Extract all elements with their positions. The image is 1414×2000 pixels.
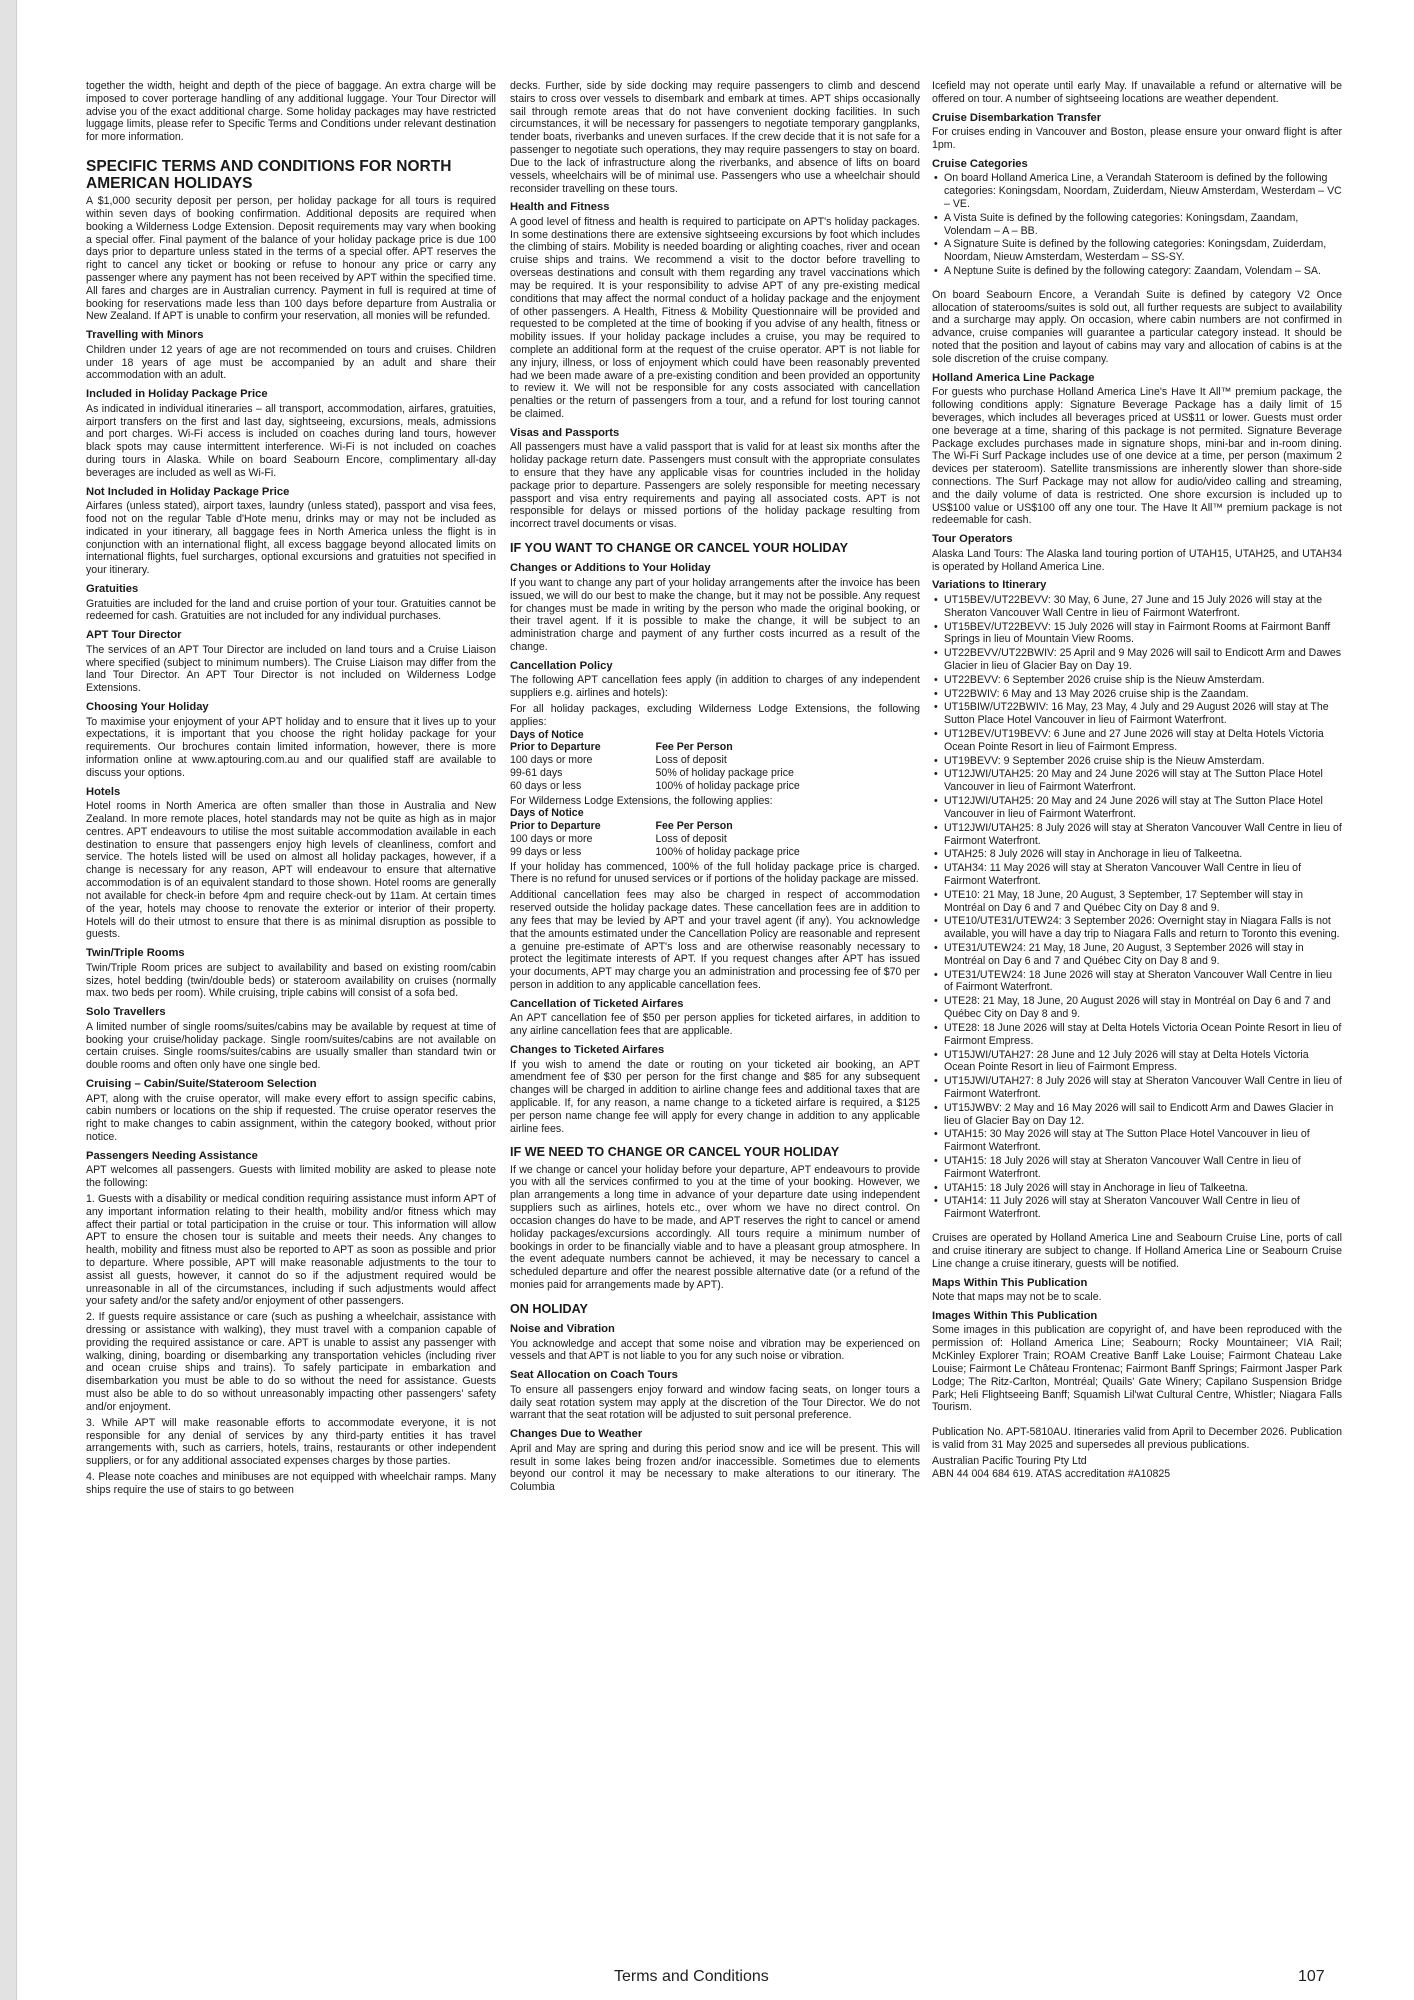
hotels-heading: Hotels [86, 785, 121, 798]
page-binding-edge [0, 0, 17, 2000]
fee-days: 100 days or more [510, 754, 593, 767]
ticketed-change-paragraph: If you wish to amend the date or routing on your ticketed air booking, an APT amendment fee of $30 per person for the first change and $85 for any subsequent changes will be charged in addition to airline change fees and additional taxes that are applicable. If, for any reason, a name change to a ticketed airfare is required, a $125 per person name change fee will apply for every change in addition to any applicable airline fees. [510, 1058, 920, 1135]
abn-line: ABN 44 004 684 619. ATAS accreditation #A10825 [932, 1467, 1171, 1480]
hal-package-paragraph: For guests who purchase Holland America Line's Have It All™ premium package, the following conditions apply: Signature Beverage Package has a daily limit of 15 beverages, which includes all beverages priced at US$11 or lower. Guests must order one beverage at a time, sharing of this package is not permited. Signature Beverage Package excludes purchases made in signature shops, mini-bar and in-room dining. The Wi-Fi Surf Package includes use of one device at a time, per person (maximum 2 devices per stateroom). Satellite transmissions are inherently slower than shore-side connections. The Surf Package may not allow for audio/video calling and streaming, and the daily volume of data is restricted. One shore excursion is included up to US$100 value or US$100 off any one tour. The Have It All™ premium package is not redeemable for cash. [932, 386, 1342, 527]
not-included-heading: Not Included in Holiday Package Price [86, 485, 290, 498]
col-fee-header: Fee Per Person [655, 820, 733, 833]
col-prior-header: Prior to Departure [510, 741, 601, 754]
fee-days: 60 days or less [510, 779, 582, 792]
table-row [510, 767, 887, 780]
list-item: • UTE31/UTEW24: 21 May, 18 June, 20 August, 3 September 2026 will stay in Montréal on Day 6 and 7 and Québec City on Day 8 and 9. [944, 942, 1342, 968]
twin-triple-heading: Twin/Triple Rooms [86, 947, 185, 960]
list-item: • A Vista Suite is defined by the following categories: Koningsdam, Zaandam, Volendam – A – BB. [944, 212, 1342, 238]
column-1 [86, 80, 496, 1950]
health-paragraph: A good level of fitness and health is required to participate on APT's holiday packages. In some destinations there are extensive sightseeing excursions by foot which includes the climbing of stairs. Mobility is needed boarding or alighting coaches, river and ocean cruise ships and trains. We recommend a visit to the doctor before travelling to overseas destinations and consult with them regarding any travel vaccinations which may be required. It is your responsibility to advise APT of any pre-existing medical conditions that may affect the normal conduct of a holiday package and the enjoyment of other passengers. A Health, Fitness & Mobility Questionnaire will be provided and requested to be completed at the time of booking if you advise of any health, fitness or mobility issues. If your holiday package includes a cruise, you may be required to complete an additional form at the request of the cruise operator. APT is not liable for any injury, illness, or loss of enjoyment which could have been reasonably prevented had we been made aware of a pre-existing condition and been provided an opportunity to review it. We will not be responsible for any costs associated with cancellation penalties or the return of passengers from a tour, and a refund for lost touring cannot be claimed. [510, 215, 920, 421]
specific-terms-paragraph: A $1,000 security deposit per person, per holiday package for all tours is required within seven days of booking confirmation. Additional deposits are required when booking a Wilderness Lodge Extension. Deposit requirements may vary when booking a special offer. Final payment of the balance of your holiday package price is due 100 days prior to departure unless stated in the terms of a special offer. APT reserves the right to cancel any ticket or booking or refuse to honour any price or carry any passenger where any payment has not been received by APT within the specified time. All fares and charges are in Australian currency. Payment in full is required at time of booking for reservations made less than 100 days before departure from Australia or New Zealand. If APT is unable to confirm your reservation, all monies will be refunded. [86, 195, 496, 323]
solo-travellers-heading: Solo Travellers [86, 1006, 166, 1019]
tour-director-paragraph: The services of an APT Tour Director are included on land tours and a Cruise Liaison where specified (subject to minimum numbers). The Cruise Liaison may differ from the land Tour Director. An APT Tour Director is not included on Wilderness Lodge Extensions. [86, 643, 496, 695]
cancellation-policy-paragraph: The following APT cancellation fees apply (in addition to charges of any independent suppliers e.g. airlines and hotels): [510, 674, 920, 700]
assistance-intro: APT welcomes all passengers. Guests with limited mobility are asked to please note the following: [86, 1164, 496, 1190]
fee-days: 100 days or more [510, 833, 593, 846]
days-notice-label: Days of Notice [510, 807, 584, 820]
included-heading: Included in Holiday Package Price [86, 388, 268, 401]
fee-days: 99-61 days [510, 766, 563, 779]
ticketed-change-heading: Changes to Ticketed Airfares [510, 1043, 665, 1056]
list-item: • A Neptune Suite is defined by the following category: Zaandam, Volendam – SA. [944, 265, 1342, 278]
col-fee-header: Fee Per Person [655, 741, 733, 754]
on-holiday-heading: ON HOLIDAY [510, 1301, 588, 1316]
fee-amount: Loss of deposit [655, 754, 727, 767]
fees-table-wilderness [510, 807, 887, 858]
variations-heading: Variations to Itinerary [932, 579, 1047, 592]
list-item: • UT15BIW/UT22BWIV: 16 May, 23 May, 4 July and 29 August 2026 will stay at The Sutton Place Hotel Vancouver in lieu of Fairmont Waterfront. [944, 701, 1342, 727]
additional-fees-paragraph: Additional cancellation fees may also be charged in respect of accommodation reserved outside the holiday package dates. These cancellation fees are in addition to any fees that may be levied by APT and your travel agent (if any). You acknowledge that the amounts estimated under the Cancellation Policy are reasonable and represent a genuine pre-estimate of APT's loss and are otherwise reasonably necessary to protect the legitimate interests of APT. If you request changes after APT has issued your documents, APT may charge you an administration and processing fee of $70 per person in addition to any applicable cancellation fees. [510, 889, 920, 991]
weather-paragraph: April and May are spring and during this period snow and ice will be present. This will result in some lakes being frozen and/or inaccessible. Sometimes due to elements beyond our control it may be necessary to make alterations to our itinerary. The Columbia [510, 1442, 920, 1494]
specific-terms-heading: SPECIFIC TERMS AND CONDITIONS FOR NORTH AMERICAN HOLIDAYS [86, 158, 452, 193]
publication-paragraph: Publication No. APT-5810AU. Itineraries valid from April to December 2026. Publication is valid from 31 May 2025 and supersedes all previous publications. [932, 1426, 1342, 1451]
list-item: • UT12JWI/UTAH25: 8 July 2026 will stay at Sheraton Vancouver Wall Centre in lieu of Fairmont Waterfront. [944, 822, 1342, 848]
list-item: • UTE10: 21 May, 18 June, 20 August, 3 September, 17 September will stay in Montréal on Day 6 and 7 and Québec City on Day 8 and 9. [944, 889, 1342, 915]
changes-additions-paragraph: If you want to change any part of your holiday arrangements after the invoice has been issued, we will do our best to make the change, but it may not be possible. Any request for changes must be made in writing by the person who made the original booking, or their travel agent. If it is possible to make the change, it will be subject to an administration charge and payment of any further costs incurred as a result of the change. [510, 576, 920, 653]
list-item: • UT12JWI/UTAH25: 20 May and 24 June 2026 will stay at The Sutton Place Hotel Vancouver in lieu of Fairmont Waterfront. [944, 795, 1342, 821]
list-item: • On board Holland America Line, a Verandah Stateroom is defined by the following categories: Koningsdam, Noordam, Zuiderdam, Nieuw Amsterdam, Westerdam – VC – VE. [944, 172, 1342, 210]
list-item: • UT15JWBV: 2 May and 16 May 2026 will sail to Endicott Arm and Dawes Glacier in lieu of Glacier Bay on Day 12. [944, 1102, 1342, 1128]
all-packages-note: For all holiday packages, excluding Wilderness Lodge Extensions, the following applies: [510, 702, 920, 728]
minors-heading: Travelling with Minors [86, 329, 204, 342]
variations-list [932, 594, 1342, 1221]
list-item: • UTAH14: 11 July 2026 will stay at Sheraton Vancouver Wall Centre in lieu of Fairmont Waterfront. [944, 1195, 1342, 1221]
list-item: • UTAH25: 8 July 2026 will stay in Anchorage in lieu of Talkeetna. [944, 848, 1342, 861]
images-heading: Images Within This Publication [932, 1309, 1098, 1322]
operated-paragraph: Cruises are operated by Holland America Line and Seabourn Cruise Line, ports of call and cruise itinerary are subject to change. If Holland America Line or Seabourn Cruise Line change a cruise itinerary, guests will be notified. [932, 1232, 1342, 1270]
we-change-heading: IF WE NEED TO CHANGE OR CANCEL YOUR HOLIDAY [510, 1145, 840, 1160]
minors-paragraph: Children under 12 years of age are not recommended on tours and cruises. Children under 18 years of age must be accompanied by an adult and share their accommodation with an adult. [86, 343, 496, 382]
assistance-heading: Passengers Needing Assistance [86, 1149, 258, 1162]
seat-heading: Seat Allocation on Coach Tours [510, 1369, 678, 1382]
included-paragraph: As indicated in individual itineraries – all transport, accommodation, airfares, gratuities, airport transfers on the first and last day, sightseeing, excursions, meals, admissions and port charges. Wi-Fi access is included on coaches during land tours, however black spots may cause intermittent interference. Wi-Fi is not included on coaches during tours in Alaska. While on board Seabourn Encore, complimentary all-day beverages are included as well as Wi-Fi. [86, 402, 496, 479]
fee-amount: 50% of holiday package price [655, 766, 794, 779]
change-cancel-heading: IF YOU WANT TO CHANGE OR CANCEL YOUR HOLIDAY [510, 541, 848, 556]
list-item: • UT22BEVV: 6 September 2026 cruise ship is the Nieuw Amsterdam. [944, 674, 1342, 687]
cabin-selection-paragraph: APT, along with the cruise operator, will make every effort to assign specific cabins, cabin numbers or locations on the ship if requested. The cruise operator reserves the right to make changes to cabin assignment, within the category booked, without prior notice. [86, 1092, 496, 1143]
list-item: • UTAH15: 18 July 2026 will stay at Sheraton Vancouver Wall Centre in lieu of Fairmont Waterfront. [944, 1155, 1342, 1181]
list-item: • UT22BEVV/UT22BWIV: 25 April and 9 May 2026 will sail to Endicott Arm and Dawes Glacier in lieu of Glacier Bay on Day 19. [944, 647, 1342, 673]
maps-paragraph: Note that maps may not be to scale. [932, 1291, 1102, 1304]
cruise-categories-heading: Cruise Categories [932, 157, 1028, 170]
list-item: • UTAH15: 18 July 2026 will stay in Anchorage in lieu of Talkeetna. [944, 1182, 1342, 1195]
list-item: • UTE31/UTEW24: 18 June 2026 will stay at Sheraton Vancouver Wall Centre in lieu of Fairmont Waterfront. [944, 969, 1342, 995]
list-item: • UT15BEV/UT22BEVV: 15 July 2026 will stay in Fairmont Rooms at Fairmont Banff Springs in lieu of Mountain View Rooms. [944, 621, 1342, 647]
tour-operators-paragraph: Alaska Land Tours: The Alaska land touring portion of UTAH15, UTAH25, and UTAH34 is operated by Holland America Line. [932, 547, 1342, 573]
col-prior-header: Prior to Departure [510, 820, 601, 833]
assistance-point-3: 3. While APT will make reasonable efforts to accommodate everyone, it is not responsible for any denial of services by any third-party entities it has travel arrangements with, such as carriers, hotels, trains, restaurants or other independent suppliers, or for any additional associated expenses charges by those parties. [86, 1416, 496, 1468]
company-name: Australian Pacific Touring Pty Ltd [932, 1454, 1087, 1467]
assistance-point-1: 1. Guests with a disability or medical condition requiring assistance must inform APT of any important information relating to their health, mobility and/or fitness which may affect their partial or total participation in the cruise or tour. This information will allow APT to ensure the chosen tour is suitable and meets their needs. Any changes to health, mobility and fitness must also be reported to APT as soon as possible and prior to departure. Where possible, APT will make reasonable adjustments to the tour to assist all guests, however, it cannot do so if the adjustment required would be unreasonable in all of the circumstances, including if such adjustments would affect your safety and/or the safety and/or enjoyment of other passengers. [86, 1192, 496, 1308]
tour-director-heading: APT Tour Director [86, 629, 182, 642]
list-item: • UT15JWI/UTAH27: 28 June and 12 July 2026 will stay at Delta Hotels Victoria Ocean Pointe Resort in lieu of Fairmont Empress. [944, 1049, 1342, 1075]
ticketed-cancel-heading: Cancellation of Ticketed Airfares [510, 997, 684, 1010]
page-number: 107 [1298, 1968, 1325, 1985]
health-heading: Health and Fitness [510, 201, 610, 214]
cabin-selection-heading: Cruising – Cabin/Suite/Stateroom Selection [86, 1077, 317, 1090]
column-3 [932, 80, 1342, 1950]
fee-amount: 100% of holiday package price [655, 845, 800, 858]
seat-paragraph: To ensure all passengers enjoy forward and window facing seats, on longer tours a daily seat rotation system may apply at the discretion of the Tour Director. We do not warrant that the seat rotation will be adjusted to suit personal preference. [510, 1383, 920, 1422]
fee-amount: 100% of holiday package price [655, 779, 800, 792]
maps-heading: Maps Within This Publication [932, 1276, 1088, 1289]
icefield-paragraph: Icefield may not operate until early May. If unavailable a refund or alternative will be offered on tour. A number of sightseeing locations are weather dependent. [932, 80, 1342, 105]
twin-triple-paragraph: Twin/Triple Room prices are subject to availability and based on existing room/cabin sizes, hotel bedding (twin/double beds) or stateroom availability on cruises (normally max. two beds per room). While cruising, triple cabins will consist of a sofa bed. [86, 961, 496, 1000]
table-row [510, 754, 887, 767]
we-change-paragraph: If we change or cancel your holiday before your departure, APT endeavours to provide you with all the services confirmed to you at the time of your booking. However, we plan arrangements a long time in advance of your departure date using independent suppliers such as airlines, hotels etc., over whom we have no direct control. On occasion changes do have to be made, and APT reserves the right to cancel or amend holiday packages/excursions accordingly. All tours require a minimum number of bookings in order to be financially viable and to have a pleasant group atmosphere. In the event adequate numbers cannot be achieved, it may be necessary to cancel a scheduled departure and offer the nearest possible alternative date (or a refund of the monies paid for arrangements made by APT). [510, 1163, 920, 1291]
wilderness-note: For Wilderness Lodge Extensions, the following applies: [510, 794, 773, 807]
list-item: • UTE28: 18 June 2026 will stay at Delta Hotels Victoria Ocean Pointe Resort in lieu of Fairmont Empress. [944, 1022, 1342, 1048]
list-item: • UT15BEV/UT22BEVV: 30 May, 6 June, 27 June and 15 July 2026 will stay at the Sheraton Vancouver Wall Centre in lieu of Fairmont Waterfront. [944, 594, 1342, 620]
gratuities-paragraph: Gratuities are included for the land and cruise portion of your tour. Gratuities cannot be redeemed for cash. Gratuities are not included for any individual purchases. [86, 597, 496, 623]
choosing-holiday-paragraph: To maximise your enjoyment of your APT holiday and to ensure that it lives up to your expectations, it is important that you choose the right holiday package for your requirements. Our brochures contain limited information, however, there is more information online at www.aptouring.com.au and our qualified staff are available to discuss your options. [86, 715, 496, 779]
not-included-paragraph: Airfares (unless stated), airport taxes, laundry (unless stated), passport and visa fees, food not on the regular Table d'Hote menu, drinks may or may not be included as indicated in your itinerary, all baggage fees in North America unless the flight is in conjunction with an international flight, all excess baggage beyond allocated limits on international flights, fuel surcharges, optional excursions and gratuities not specified in your itinerary. [86, 500, 496, 577]
changes-additions-heading: Changes or Additions to Your Holiday [510, 562, 711, 575]
weather-heading: Changes Due to Weather [510, 1428, 643, 1441]
column-2 [510, 80, 920, 1950]
assistance-point-2: 2. If guests require assistance or care (such as pushing a wheelchair, assistance with dressing or assistance with walking), they must travel with a companion capable of providing the required assistance or care. APT is unable to assist any passenger with walking, dining, boarding or disembarking any transportation vehicles (including river and ocean cruise ships and trains). To safely participate in embarkation and disembarkation you must be able to do so without the need for assistance. Guests must also be able to do so without unreasonably impacting other passengers' safety and/or enjoyment. [86, 1311, 496, 1413]
gratuities-heading: Gratuities [86, 583, 139, 596]
fee-days: 99 days or less [510, 845, 582, 858]
list-item: • A Signature Suite is defined by the following categories: Koningsdam, Zuiderdam, Noordam, Nieuw Amsterdam, Westerdam – SS-SY. [944, 238, 1342, 264]
fees-table-main [510, 729, 887, 793]
commenced-paragraph: If your holiday has commenced, 100% of the full holiday package price is charged. There is no refund for unused services or if portions of the holiday package are missed. [510, 860, 920, 886]
cancellation-policy-heading: Cancellation Policy [510, 659, 613, 672]
disembarkation-paragraph: For cruises ending in Vancouver and Boston, please ensure your onward flight is after 1pm. [932, 126, 1342, 151]
assistance-point-4: 4. Please note coaches and minibuses are not equipped with wheelchair ramps. Many ships require the use of stairs to go between [86, 1470, 496, 1496]
footer-title: Terms and Conditions [614, 1968, 769, 1985]
table-row [510, 833, 887, 846]
list-item: • UTE10/UTE31/UTEW24: 3 September 2026: Overnight stay in Niagara Falls is not available, you will have a day trip to Niagara Falls and return to Toronto this evening. [944, 915, 1342, 941]
seabourn-paragraph: On board Seabourn Encore, a Verandah Suite is defined by category V2 Once allocation of staterooms/suites is sold out, all further requests are subject to availability and a surcharge may apply. On occasion, where cabin numbers are not confirmed in advance, cruise companies will guarantee a particular category instead. It should be noted that the position and layout of cabins may vary and allocation of cabins is at the sole discretion of the cruise company. [932, 288, 1342, 365]
images-paragraph: Some images in this publication are copyright of, and have been reproduced with the permission of: Holland America Line; Seabourn; Rocky Mountaineer; VIA Rail; McKinley Explorer Train; ROAM Creative Banff Lake Louise; Fairmont Chateau Lake Louise; Fairmont Le Château Frontenac; Fairmont Banff Springs; Fairmont Jasper Park Lodge; The Ritz-Carlton, Montréal; Quails' Gate Winery; Capilano Suspension Bridge Park; Heli Flightseeing Banff; Squamish Lil'wat Cultural Centre, Whistler; Niagara Falls Tourism. [932, 1324, 1342, 1414]
list-item: • UTE28: 21 May, 18 June, 20 August 2026 will stay in Montréal on Day 6 and 7 and Québec City on Day 8 and 9. [944, 995, 1342, 1021]
ticketed-cancel-paragraph: An APT cancellation fee of $50 per person applies for ticketed airfares, in addition to any airline cancellation fees that are applicable. [510, 1012, 920, 1038]
solo-travellers-paragraph: A limited number of single rooms/suites/cabins may be available by request at time of booking your cruise/holiday package. Single room/suites/cabins are not available on certain cruises. Single rooms/suites/cabins are usually smaller than standard twin or double rooms and often only have one single bed. [86, 1020, 496, 1072]
hal-package-heading: Holland America Line Package [932, 371, 1095, 384]
noise-heading: Noise and Vibration [510, 1322, 615, 1335]
tour-operators-heading: Tour Operators [932, 533, 1013, 546]
list-item: • UT22BWIV: 6 May and 13 May 2026 cruise ship is the Zaandam. [944, 688, 1342, 701]
list-item: • UT19BEVV: 9 September 2026 cruise ship is the Nieuw Amsterdam. [944, 755, 1342, 768]
list-item: • UT12JWI/UTAH25: 20 May and 24 June 2026 will stay at The Sutton Place Hotel Vancouver in lieu of Fairmont Waterfront. [944, 768, 1342, 794]
choosing-holiday-heading: Choosing Your Holiday [86, 701, 209, 714]
noise-paragraph: You acknowledge and accept that some noise and vibration may be experienced on vessels and that APT is not liable to you for any such noise or vibration. [510, 1337, 920, 1363]
fee-amount: Loss of deposit [655, 833, 727, 846]
table-row [510, 780, 887, 793]
visas-heading: Visas and Passports [510, 426, 620, 439]
list-item: • UT15JWI/UTAH27: 8 July 2026 will stay at Sheraton Vancouver Wall Centre in lieu of Fairmont Waterfront. [944, 1075, 1342, 1101]
table-row [510, 846, 887, 859]
disembarkation-heading: Cruise Disembarkation Transfer [932, 111, 1102, 124]
list-item: • UTAH15: 30 May 2026 will stay at The Sutton Place Hotel Vancouver in lieu of Fairmont Waterfront. [944, 1128, 1342, 1154]
decks-paragraph: decks. Further, side by side docking may require passengers to climb and descend stairs to cross over vessels to disembark and embark at times. APT ships occasionally sail through remote areas that do not have convenient docking facilities. In such circumstances, it will be necessary for passengers to negotiate temporary gangplanks, tender boats, riverbanks and uneven surfaces. If the crew decide that it is not safe for a passenger to negotiate such operations, they may require passengers to stay on board. Due to the lack of infrastructure along the riverbanks, and absence of lifts on board vessels, wheelchairs will be of minimal use. Passengers who use a wheelchair should reconsider travelling on these tours. [510, 80, 920, 195]
cruise-categories-list [932, 172, 1342, 278]
hotels-paragraph: Hotel rooms in North America are often smaller than those in Australia and New Zealand. In more remote places, hotel standards may not be quite as high as in major centres. APT endeavours to utilise the most suitable accommodation available in each destination to ensure that passengers enjoy high levels of cleanliness, comfort and service. The hotels listed will be used on almost all holiday packages, however, if a change is necessary for any reason, APT will endeavour to ensure that alternative accommodation is of an equivalent standard to those shown. Hotel rooms are generally not available for check-in before 4pm and require check-out by 11am. At certain times of the year, hotels may choose to renovate the exterior or interior of their property. Hotels will do their utmost to ensure that there is as minimal disruption as possible to guests. [86, 800, 496, 941]
visas-paragraph: All passengers must have a valid passport that is valid for at least six months after the holiday package return date. Passengers must consult with the appropriate consulates to ensure that they have any applicable visas for countries included in the holiday package prior to departure. Passengers are solely responsible for meeting necessary passport and visa entry requirements and paying all associated costs. APT is not responsible for delays or missed portions of the holiday package resulting from incorrect travel documents or visas. [510, 441, 920, 531]
days-notice-label: Days of Notice [510, 728, 584, 741]
list-item: • UT12BEV/UT19BEVV: 6 June and 27 June 2026 will stay at Delta Hotels Victoria Ocean Pointe Resort in lieu of Fairmont Empress. [944, 728, 1342, 754]
list-item: • UTAH34: 11 May 2026 will stay at Sheraton Vancouver Wall Centre in lieu of Fairmont Waterfront. [944, 862, 1342, 888]
intro-paragraph: together the width, height and depth of the piece of baggage. An extra charge will be imposed to cover porterage handling of any additional luggage. Your Tour Director will advise you of the exact additional charge. Some holiday packages may have restricted luggage limits, please refer to Specific Terms and Conditions under relevant destination for more information. [86, 80, 496, 144]
